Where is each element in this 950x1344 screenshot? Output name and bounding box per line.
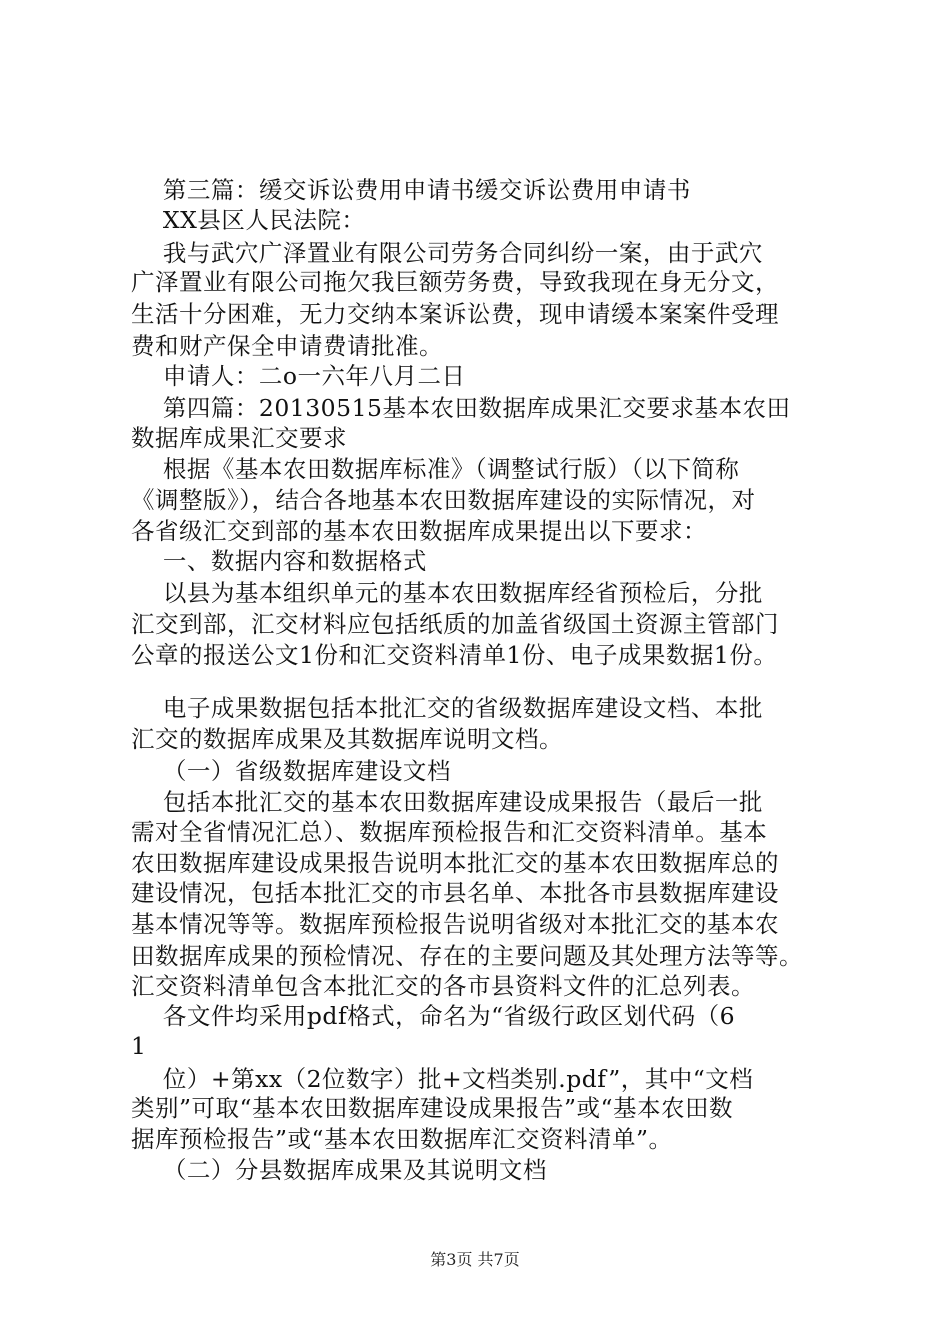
text-line: 公章的报送公文1份和汇交资料清单1份、电子成果数据1份。 [131, 641, 778, 669]
page-number-footer: 第3页 共7页 [430, 1250, 520, 1269]
text-line: 生活十分困难，无力交纳本案诉讼费，现申请缓本案案件受理 [131, 300, 779, 328]
text-line: 汇交的数据库成果及其数据库说明文档。 [131, 725, 563, 753]
text-line: （二）分县数据库成果及其说明文档 [131, 1156, 547, 1184]
text-line: 田数据库成果的预检情况、存在的主要问题及其处理方法等等。 [131, 942, 803, 970]
text-line: 以县为基本组织单元的基本农田数据库经省预检后，分批 [131, 579, 763, 607]
text-line: 1 [131, 1032, 147, 1060]
text-line: 基本情况等等。数据库预检报告说明省级对本批汇交的基本农 [131, 910, 779, 938]
text-line: 各省级汇交到部的基本农田数据库成果提出以下要求： [131, 517, 707, 545]
text-line: 汇交资料清单包含本批汇交的各市县资料文件的汇总列表。 [131, 972, 755, 1000]
text-line: 需对全省情况汇总）、数据库预检报告和汇交资料清单。基本 [131, 818, 768, 846]
text-line: 根据《基本农田数据库标准》（调整试行版）（以下简称 [131, 455, 740, 483]
text-line: 汇交到部，汇交材料应包括纸质的加盖省级国土资源主管部门 [131, 610, 779, 638]
text-line: XX县区人民法院： [131, 206, 366, 234]
text-line: 数据库成果汇交要求 [131, 424, 347, 452]
text-line: 费和财产保全申请费请批准。 [131, 332, 443, 360]
text-line: 广泽置业有限公司拖欠我巨额劳务费，导致我现在身无分文， [131, 268, 779, 296]
text-line: 类别”可取“基本农田数据库建设成果报告”或“基本农田数 [131, 1094, 734, 1122]
text-line: 第三篇：缓交诉讼费用申请书缓交诉讼费用申请书 [131, 176, 691, 204]
text-line: 申请人：二o一六年八月二日 [131, 362, 466, 390]
text-line: 《调整版》），结合各地基本农田数据库建设的实际情况，对 [131, 486, 756, 514]
text-line: 建设情况，包括本批汇交的市县名单、本批各市县数据库建设 [131, 879, 779, 907]
text-line: 农田数据库建设成果报告说明本批汇交的基本农田数据库总的 [131, 849, 779, 877]
text-line: 一、数据内容和数据格式 [131, 547, 427, 575]
text-line: 我与武穴广泽置业有限公司劳务合同纠纷一案，由于武穴 [131, 239, 763, 267]
text-line: （一）省级数据库建设文档 [131, 757, 451, 785]
text-line: 电子成果数据包括本批汇交的省级数据库建设文档、本批 [131, 694, 763, 722]
text-line: 包括本批汇交的基本农田数据库建设成果报告（最后一批 [131, 788, 763, 816]
text-line: 据库预检报告”或“基本农田数据库汇交资料清单”。 [131, 1125, 673, 1153]
text-line: 位）+第xx（2位数字）批+文档类别.pdf”，其中“文档 [131, 1065, 754, 1093]
text-line: 第四篇：20130515基本农田数据库成果汇交要求基本农田 [131, 394, 791, 422]
text-line: 各文件均采用pdf格式，命名为“省级行政区划代码（6 [131, 1002, 736, 1030]
